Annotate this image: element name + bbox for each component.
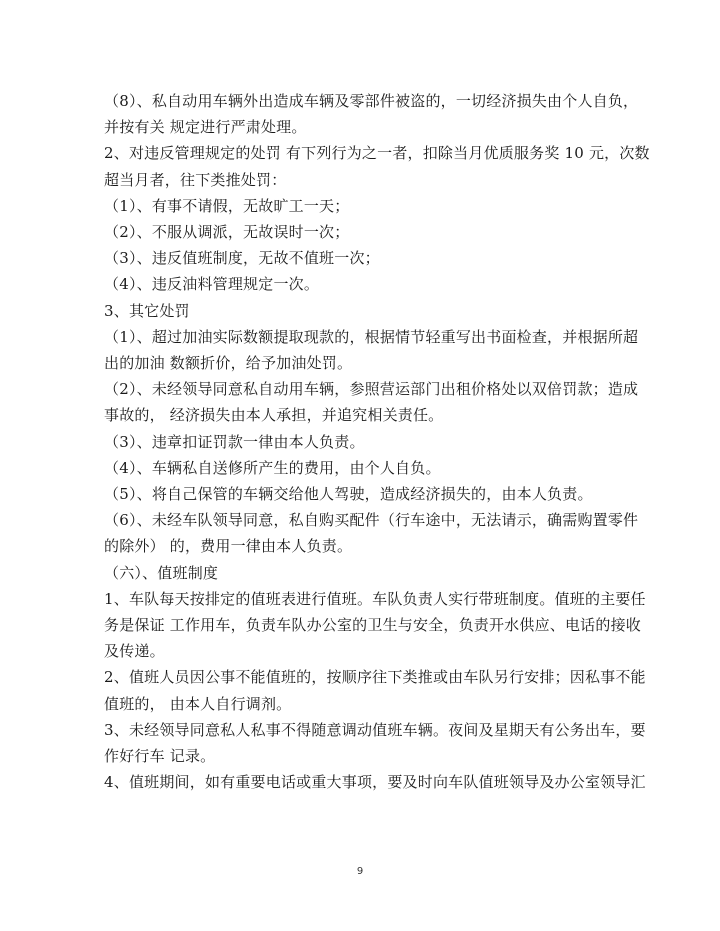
text-line: 的除外） 的，费用一律由本人负责。: [104, 537, 353, 556]
text-line: （2）、不服从调派，无故误时一次；: [104, 223, 350, 242]
text-line: （1）、有事不请假，无故旷工一天；: [104, 196, 350, 215]
text-line: 3、未经领导同意私人私事不得随意调动值班车辆。夜间及星期天有公务出车，要: [104, 720, 646, 739]
text-line: （4）、车辆私自送修所产生的费用，由个人自负。: [104, 458, 441, 477]
section-heading: （六）、值班制度: [104, 563, 219, 582]
section-heading: 3、其它处罚: [104, 301, 190, 320]
text-line: 4、值班期间，如有重要电话或重大事项，要及时向车队值班领导及办公室领导汇: [104, 773, 646, 792]
page-number: 9: [356, 866, 364, 877]
text-line: （4）、违反油料管理规定一次。: [104, 275, 320, 294]
text-line: （5）、将自己保管的车辆交给他人驾驶，造成经济损失的，由本人负责。: [104, 485, 593, 504]
text-line: 并按有关 规定进行严肃处理。: [104, 118, 307, 137]
text-line: （8）、私自动用车辆外出造成车辆及零部件被盗的，一切经济损失由个人自负，: [104, 92, 639, 110]
text-line: 务是保证 工作用车，负责车队办公室的卫生与安全，负责开水供应、电话的接收: [104, 616, 641, 635]
text-line: （3）、违反值班制度，无故不值班一次；: [104, 249, 380, 268]
text-line: 事故的， 经济损失由本人承担，并追究相关责任。: [104, 406, 444, 425]
text-line: 2、值班人员因公事不能值班的，按顺序往下类推或由车队另行安排；因私事不能: [104, 668, 646, 687]
text-line: 1、车队每天按排定的值班表进行值班。车队负责人实行带班制度。值班的主要任: [104, 589, 646, 608]
text-line: 出的加油 数额折价，给予加油处罚。: [104, 354, 353, 373]
document-body: [104, 88, 650, 795]
text-line: （3）、违章扣证罚款一律由本人负责。: [104, 432, 365, 451]
text-line: 2、对违反管理规定的处罚 有下列行为之一者，扣除当月优质服务奖 10 元，次数: [104, 144, 650, 163]
text-line: 作好行车 记录。: [104, 747, 216, 766]
text-line: 超当月者，往下类推处罚：: [104, 170, 287, 189]
text-line: （1）、超过加油实际数额提取现款的，根据情节轻重写出书面检查，并根据所超: [104, 327, 639, 346]
text-line: （2）、未经领导同意私自动用车辆，参照营运部门出租价格处以双倍罚款；造成: [104, 380, 639, 399]
text-line: 及传递。: [104, 642, 165, 661]
text-line: 值班的， 由本人自行调剂。: [104, 694, 292, 713]
text-line: （6）、未经车队领导同意，私自购买配件（行车途中，无法请示，确需购置零件: [104, 511, 639, 530]
